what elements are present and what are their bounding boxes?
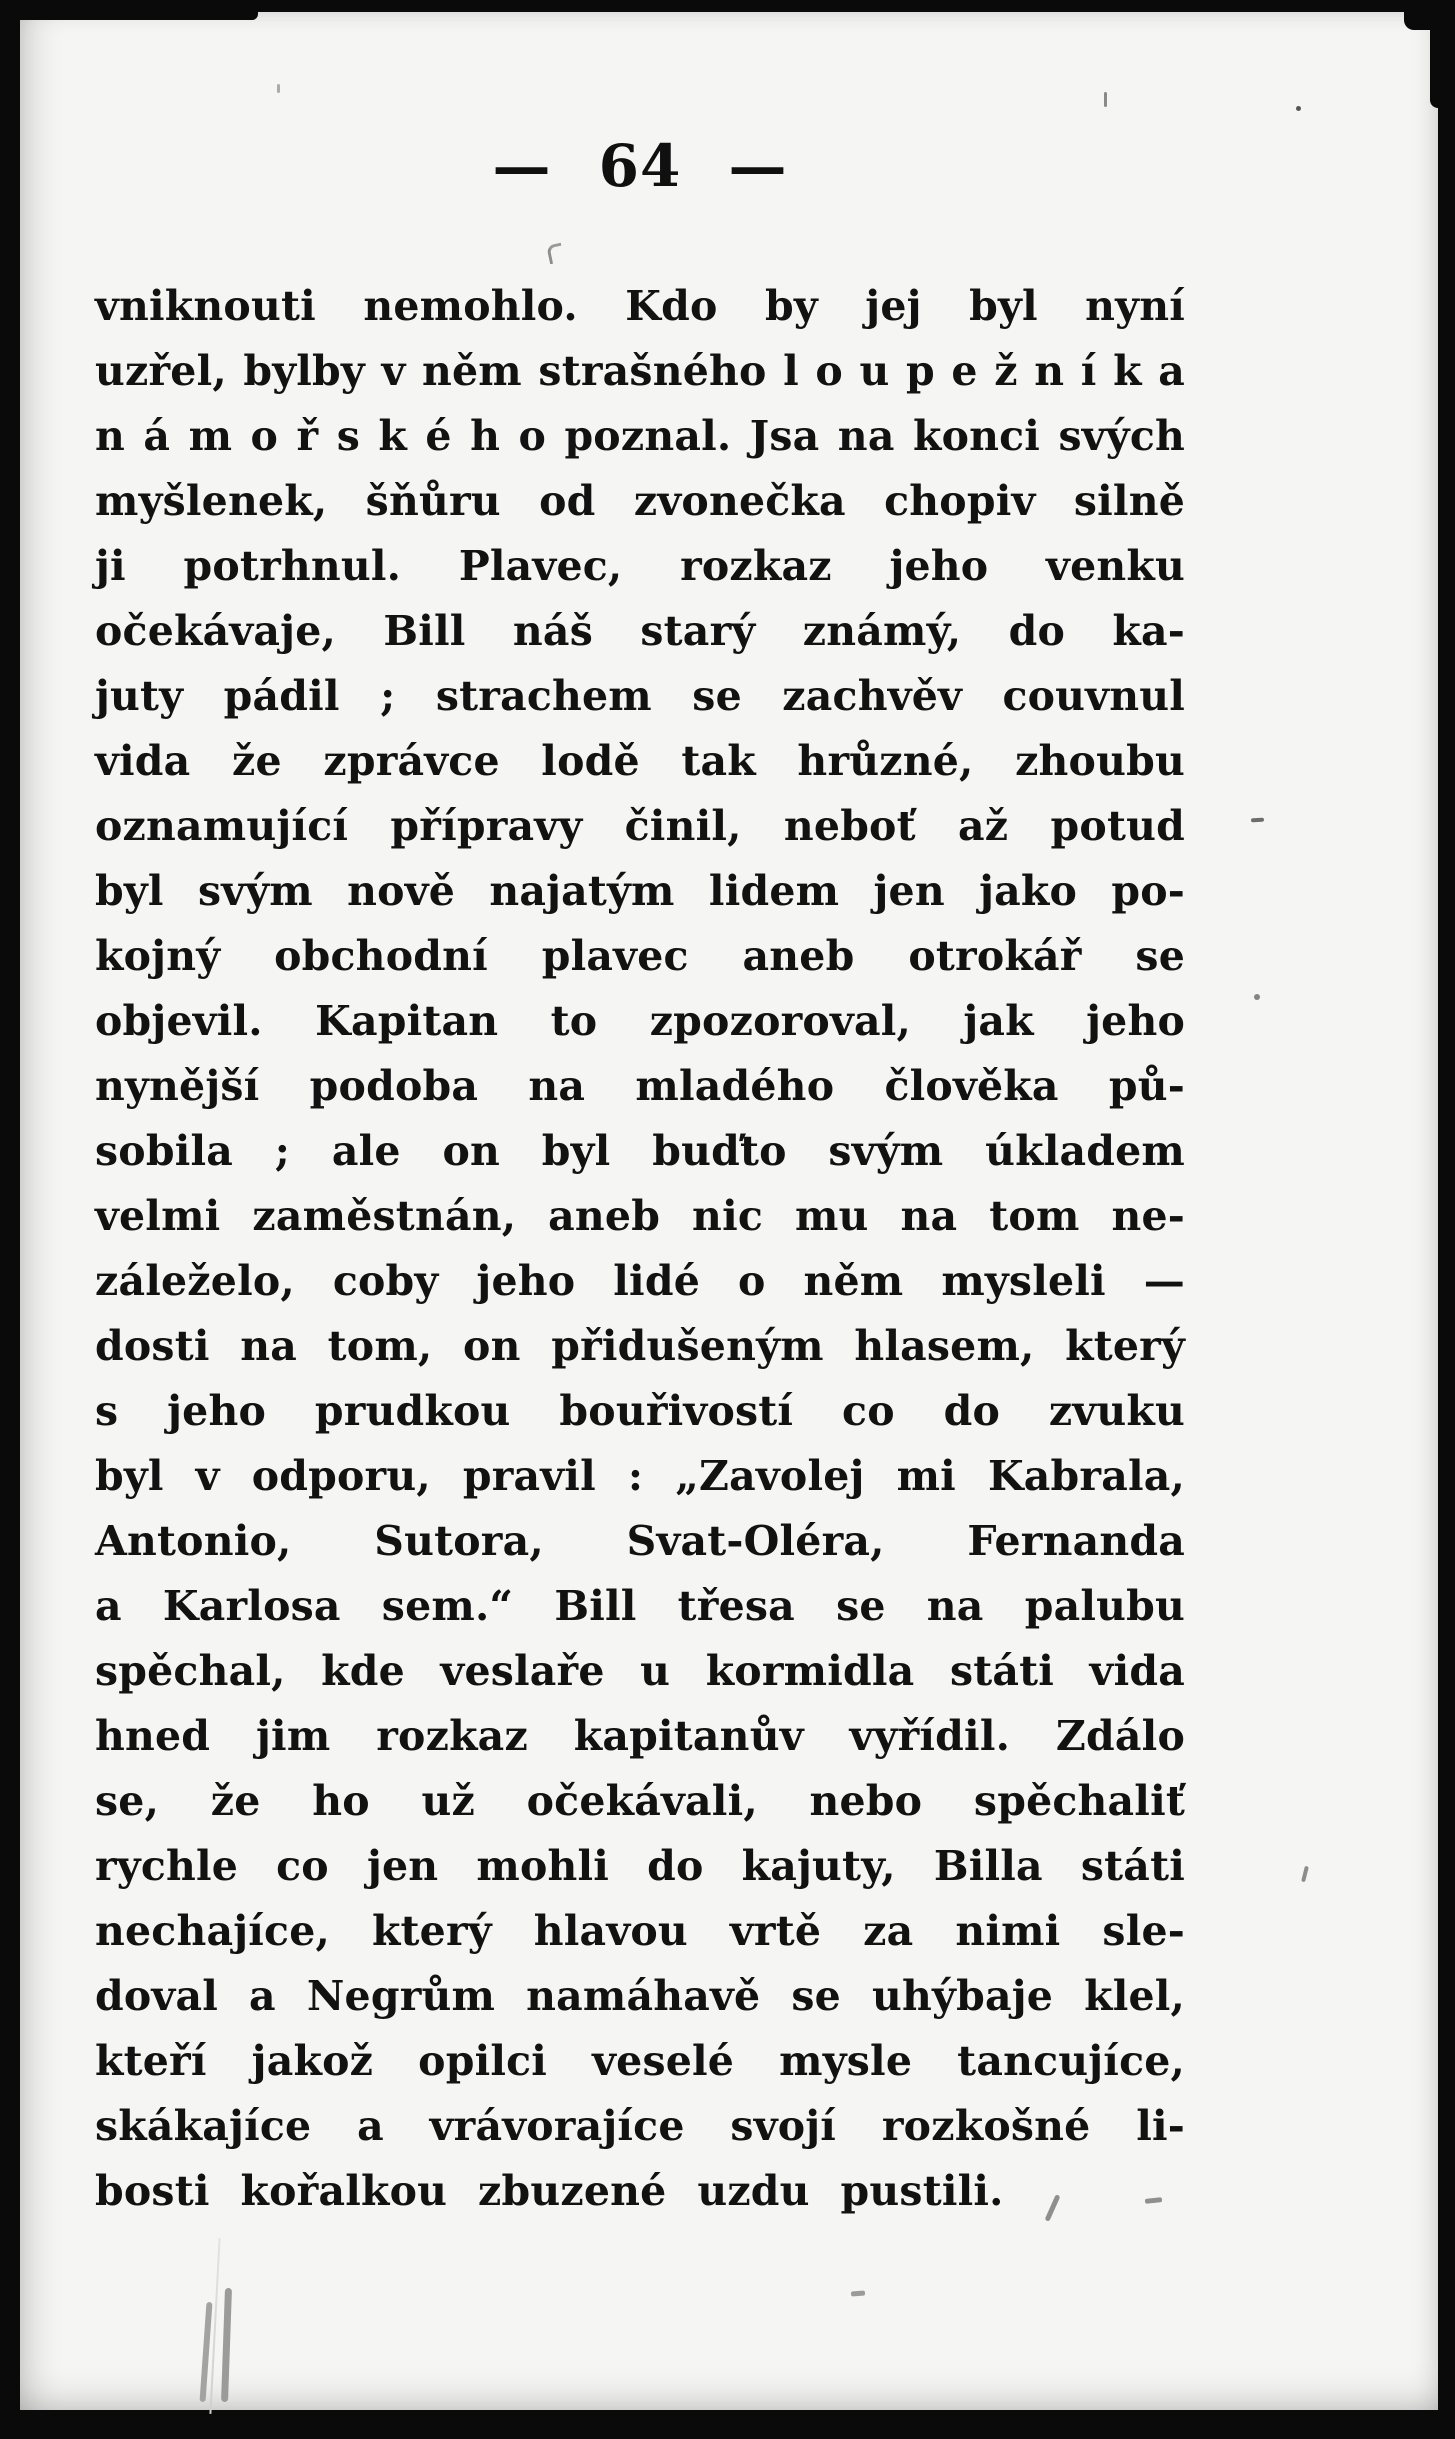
- text-line: objevil. Kapitan to zpozoroval, jak jeho: [95, 997, 1185, 1045]
- text-line: vida že zprávce lodě tak hrůzné, zhoubu: [95, 737, 1185, 785]
- text-line: n á m o ř s k é h o poznal. Jsa na konci svých: [95, 412, 1185, 460]
- scan-edge-left: [0, 0, 20, 2439]
- scan-edge-right: [1438, 0, 1455, 2439]
- text-line: ji potrhnul. Plavec, rozkaz jeho venku: [95, 542, 1185, 590]
- text-line: Antonio, Sutora, Svat-Oléra, Fernanda: [95, 1517, 1185, 1565]
- scan-edge-top-right-blob: [1430, 0, 1455, 108]
- text-line: kteří jakož opilci veselé mysle tancujíce,: [95, 2037, 1185, 2085]
- text-line: oznamující přípravy činil, neboť až potud: [95, 802, 1185, 850]
- text-line: rychle co jen mohli do kajuty, Billa státi: [95, 1842, 1185, 1890]
- text-line: s jeho prudkou bouřivostí co do zvuku: [95, 1387, 1185, 1435]
- scan-edge-top-left: [0, 0, 258, 20]
- text-line: doval a Negrům namáhavě se uhýbaje klel,: [95, 1972, 1185, 2020]
- text-line: nechajíce, který hlavou vrtě za nimi sle-: [95, 1907, 1185, 1955]
- text-line: záleželo, coby jeho lidé o něm mysleli —: [95, 1257, 1185, 1305]
- body-text: [95, 274, 1185, 2224]
- text-line: velmi zaměstnán, aneb nic mu na tom ne-: [95, 1192, 1185, 1240]
- text-line: uzřel, bylby v něm strašného l o u p e ž n í k a: [95, 347, 1185, 395]
- text-line: očekávaje, Bill náš starý známý, do ka-: [95, 607, 1185, 655]
- text-line: vniknouti nemohlo. Kdo by jej byl nyní: [95, 282, 1185, 330]
- text-line: sobila ; ale on byl buďto svým úkladem: [95, 1127, 1185, 1175]
- text-line: nynější podoba na mladého člověka pů-: [95, 1062, 1185, 1110]
- text-line: bosti kořalkou zbuzené uzdu pustili.: [95, 2167, 1004, 2215]
- text-line: myšlenek, šňůru od zvonečka chopiv silně: [95, 477, 1185, 525]
- text-line: hned jim rozkaz kapitanův vyřídil. Zdálo: [95, 1712, 1185, 1760]
- text-line: se, že ho už očekávali, nebo spěchaliť: [95, 1777, 1185, 1825]
- text-line: skákajíce a vrávorajíce svojí rozkošné li-: [95, 2102, 1185, 2150]
- text-line: dosti na tom, on přidušeným hlasem, který: [95, 1322, 1185, 1370]
- text-line: spěchal, kde veslaře u kormidla státi vida: [95, 1647, 1185, 1695]
- text-line: byl v odporu, pravil : „Zavolej mi Kabrala,: [95, 1452, 1185, 1500]
- page-number-header: — 64 —: [492, 132, 788, 200]
- text-line: a Karlosa sem.“ Bill třesa se na palubu: [95, 1582, 1185, 1630]
- text-line: kojný obchodní plavec aneb otrokář se: [95, 932, 1185, 980]
- text-line: byl svým nově najatým lidem jen jako po-: [95, 867, 1185, 915]
- scan-edge-bottom: [0, 2410, 1455, 2439]
- text-line: juty pádil ; strachem se zachvěv couvnul: [95, 672, 1185, 720]
